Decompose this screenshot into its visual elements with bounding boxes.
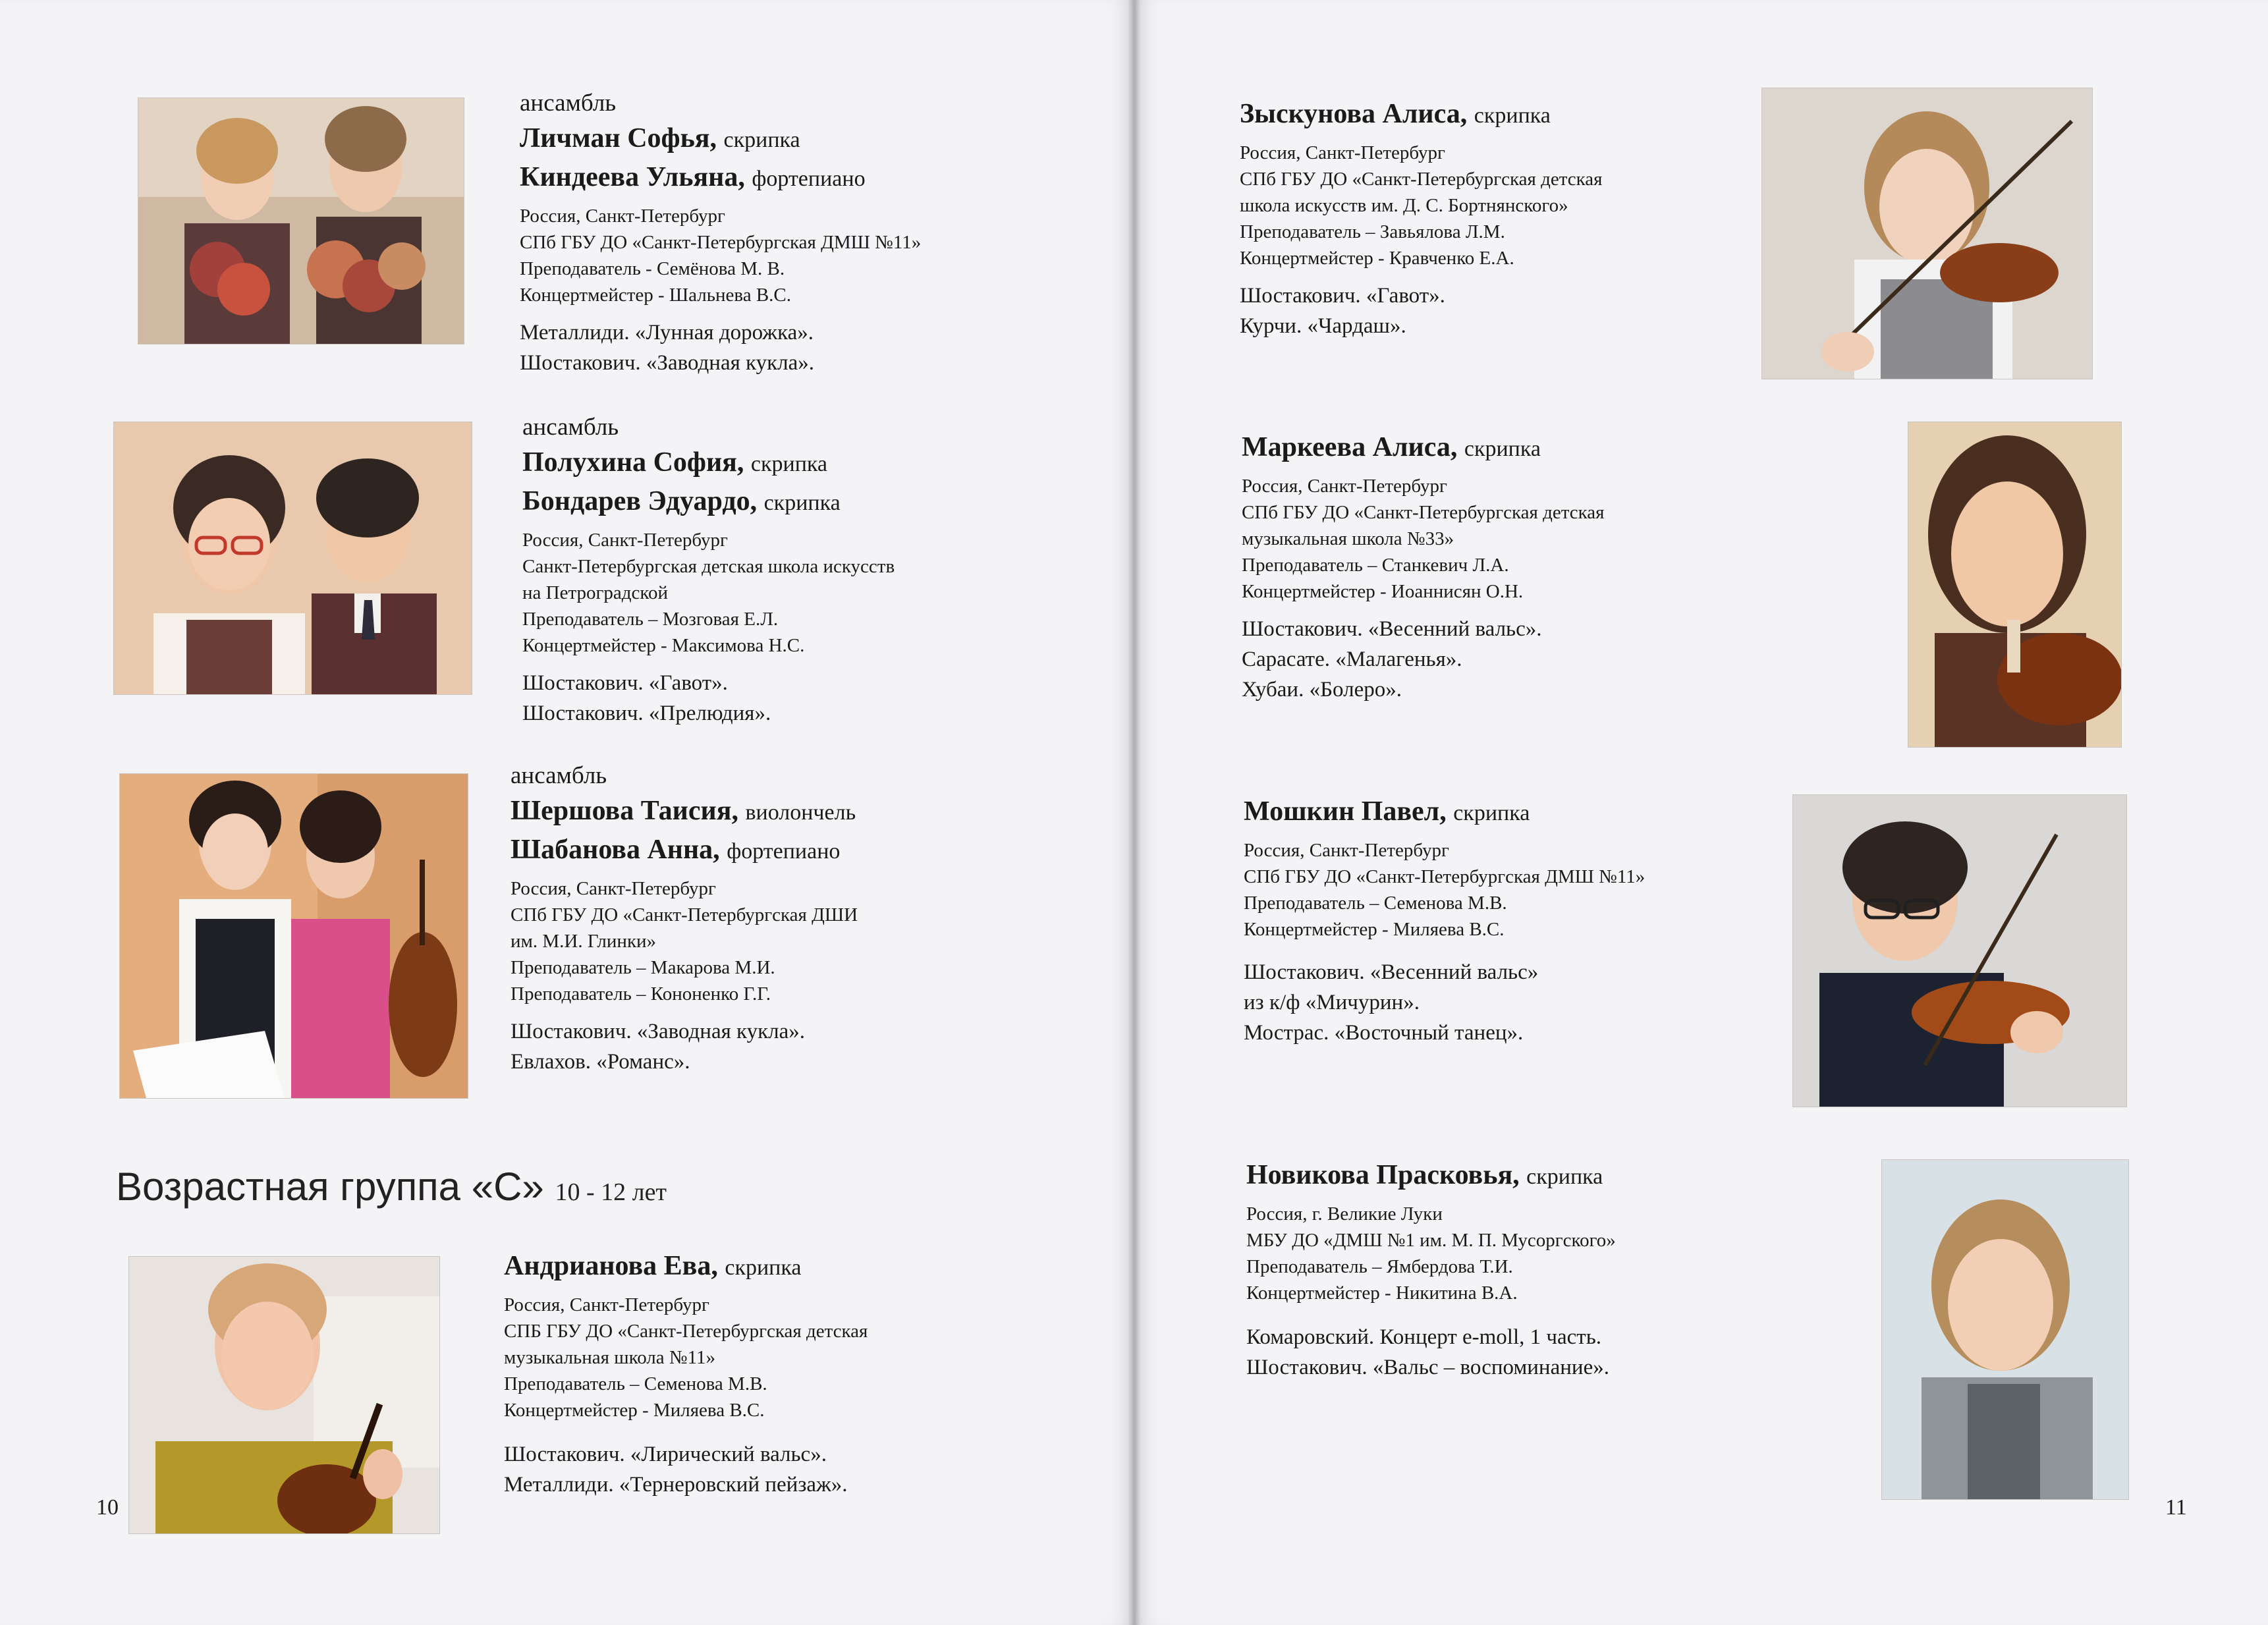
ensemble-entry-2: [522, 411, 1082, 729]
ensemble-label: ансамбль: [520, 90, 617, 117]
performer: Маркеева Алиса, скрипка: [1242, 432, 1541, 462]
performer-info: Россия, Санкт-Петербург Санкт-Петербургская детская школа искусств на Петроградской Преподаватель – Мозговая Е.Л. Концертмейстер - Максимова Н.С.: [522, 530, 895, 656]
performer-entry-andrianova: [504, 1248, 1084, 1500]
performer-entry-zyskunova: [1240, 96, 1767, 341]
performer: Новикова Прасковья, скрипка: [1246, 1160, 1603, 1190]
repertoire: Шостакович. «Гавот». Курчи. «Чардаш».: [1240, 284, 1445, 338]
performer: Шершова Таисия, виолончель: [511, 796, 856, 826]
performer: Андрианова Ева, скрипка: [504, 1251, 802, 1281]
ensemble-label: ансамбль: [522, 414, 619, 441]
performer: Шабанова Анна, фортепиано: [511, 835, 841, 865]
ensemble-entry-1: [520, 87, 1080, 378]
performer-info: Россия, Санкт-Петербург СПб ГБУ ДО «Санкт-Петербургская ДШИ им. М.И. Глинки» Преподаватель – Макарова М.И. Преподаватель – Кононенко Г.Г.: [511, 878, 858, 1005]
repertoire: Шостакович. «Весенний вальс». Сарасате. «Малагенья». Хубаи. «Болеро».: [1242, 617, 1542, 702]
page-number-right: 11: [2165, 1495, 2187, 1520]
performer: Полухина София, скрипка: [522, 447, 827, 478]
repertoire: Металлиди. «Лунная дорожка». Шостакович. «Заводная кукла».: [520, 321, 814, 375]
age-range: 10 - 12 лет: [555, 1178, 667, 1206]
book-gutter: [1128, 0, 1141, 1625]
performer-info: Россия, г. Великие Луки МБУ ДО «ДМШ №1 им. М. П. Мусоргского» Преподаватель – Ямбердова Т.И. Концертмейстер - Никитина В.А.: [1246, 1203, 1616, 1304]
performer: Мошкин Павел, скрипка: [1244, 796, 1530, 827]
performer-entry-moshkin: [1244, 793, 1771, 1048]
photo-duo-girl-boy: [113, 422, 472, 695]
ensemble-entry-3: [511, 759, 1077, 1077]
performer: Зыскунова Алиса, скрипка: [1240, 99, 1551, 129]
ensemble-label: ансамбль: [511, 762, 607, 789]
repertoire: Шостакович. «Заводная кукла». Евлахов. «Романс».: [511, 1020, 805, 1074]
performer: Бондарев Эдуардо, скрипка: [522, 486, 841, 516]
performer-entry-markeeva: [1242, 429, 1769, 705]
performer-info: Россия, Санкт-Петербург СПб ГБУ ДО «Санкт-Петербургская ДМШ №11» Преподаватель – Семенова М.В. Концертмейстер - Миляева В.С.: [1244, 840, 1646, 940]
photo-andrianova: [128, 1256, 440, 1534]
performer-info: Россия, Санкт-Петербург СПб ГБУ ДО «Санкт-Петербургская детская музыкальная школа №33» Преподаватель – Станкевич Л.А. Концертмейстер - Иоаннисян О.Н.: [1242, 476, 1605, 602]
performer: Личман Софья, скрипка: [520, 123, 800, 153]
performer-info: Россия, Санкт-Петербург СПБ ГБУ ДО «Санкт-Петербургская детская музыкальная школа №11» Преподаватель – Семенова М.В. Концертмейстер - Миляева В.С.: [504, 1294, 868, 1421]
repertoire: Комаровский. Концерт e-moll, 1 часть. Шостакович. «Вальс – воспоминание».: [1246, 1325, 1609, 1379]
right-page: [1134, 0, 2268, 1625]
repertoire: Шостакович. «Весенний вальс» из к/ф «Мичурин». Мострас. «Восточный танец».: [1244, 960, 1539, 1045]
performer: Киндеева Ульяна, фортепиано: [520, 162, 866, 192]
repertoire: Шостакович. «Лирический вальс». Металлиди. «Тернеровский пейзаж».: [504, 1443, 848, 1497]
photo-zyskunova: [1761, 88, 2093, 379]
photo-duo-cellist-pianist: [119, 773, 468, 1099]
page-number-left: 10: [96, 1495, 119, 1520]
age-group-heading: Возрастная группа «С» 10 - 12 лет: [116, 1165, 667, 1209]
photo-novikova: [1881, 1159, 2129, 1500]
photo-moshkin: [1792, 794, 2127, 1107]
photo-markeeva: [1908, 422, 2122, 748]
performer-info: Россия, Санкт-Петербург СПб ГБУ ДО «Санкт-Петербургская детская школа искусств им. Д. С. Бортнянского» Преподаватель – Завьялова Л.М. Концертмейстер - Кравченко Е.А.: [1240, 142, 1603, 269]
photo-duo-girls-bouquets: [138, 97, 464, 344]
repertoire: Шостакович. «Гавот». Шостакович. «Прелюдия».: [522, 671, 771, 725]
performer-info: Россия, Санкт-Петербург СПб ГБУ ДО «Санкт-Петербургская ДМШ №11» Преподаватель - Семёнова М. В. Концертмейстер - Шальнева В.С.: [520, 206, 922, 306]
performer-entry-novikova: [1246, 1157, 1773, 1383]
